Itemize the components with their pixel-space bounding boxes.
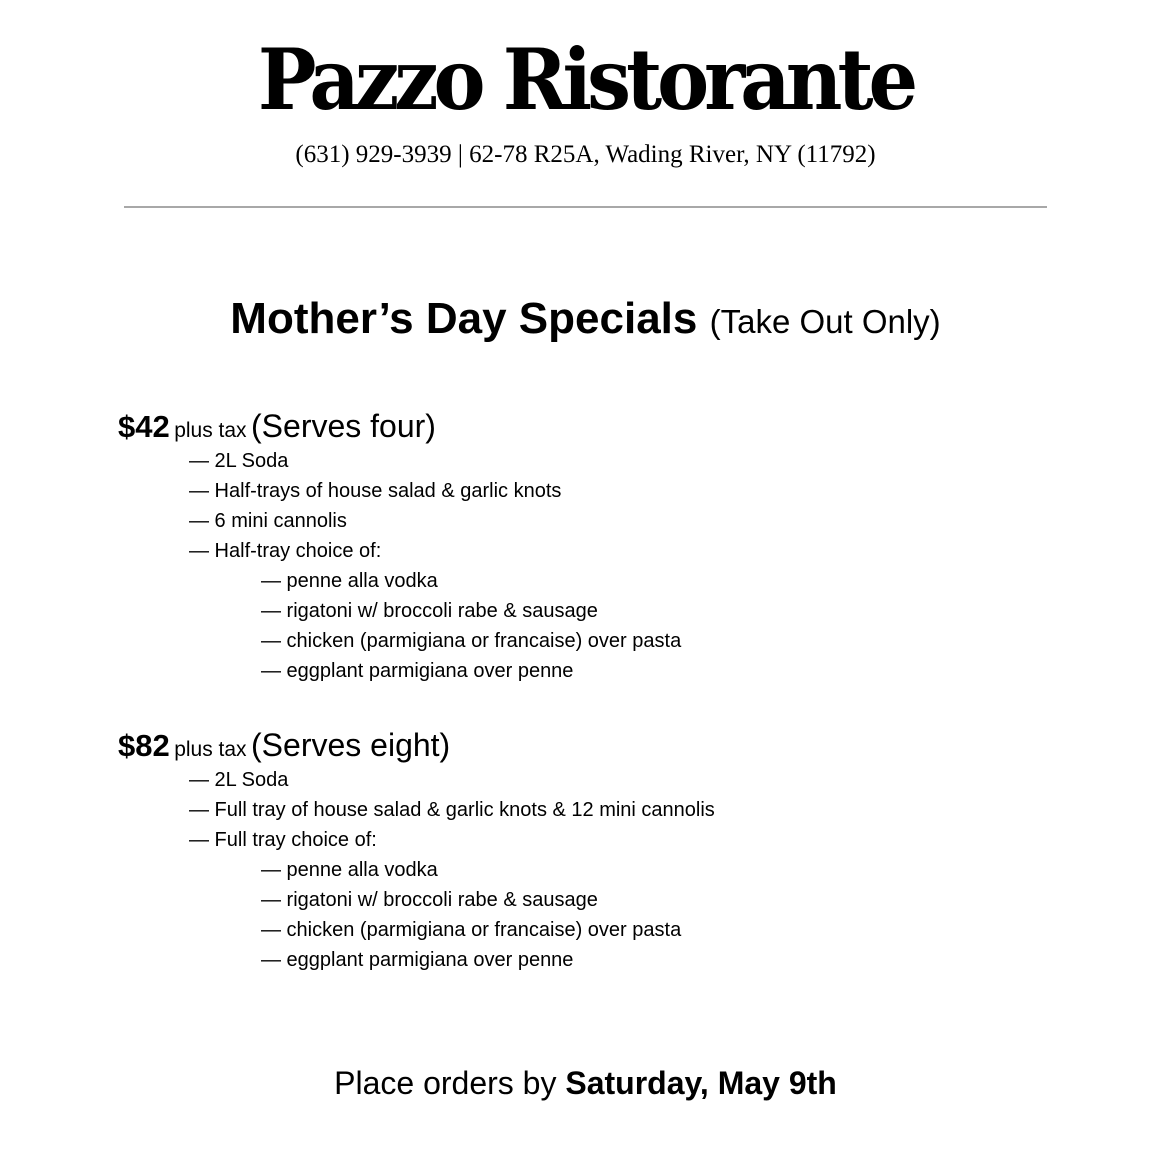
- order-deadline-note: [0, 1063, 1171, 1103]
- order-prefix: Place orders by: [334, 1065, 557, 1101]
- choice-item: — eggplant parmigiana over penne: [261, 660, 574, 682]
- list-item: — 2L Soda: [189, 450, 289, 472]
- package-price: $42: [118, 409, 170, 444]
- specials-title: Mother’s Day Specials: [230, 294, 698, 343]
- package-items: [118, 765, 715, 975]
- package-price: $82: [118, 728, 170, 763]
- restaurant-name: Pazzo Ristorante: [257, 31, 914, 130]
- package-items: [118, 446, 681, 686]
- list-item: — Full tray choice of:: [189, 829, 377, 851]
- package-header: [118, 725, 715, 765]
- choice-item: — rigatoni w/ broccoli rabe & sausage: [261, 600, 598, 622]
- list-item: — 6 mini cannolis: [189, 510, 347, 532]
- choice-item: — rigatoni w/ broccoli rabe & sausage: [261, 889, 598, 911]
- package-serves: (Serves eight): [251, 727, 451, 763]
- package-tax: plus tax: [174, 738, 247, 761]
- choice-item: — penne alla vodka: [261, 570, 438, 592]
- contact-line: (631) 929-3939 | 62-78 R25A, Wading River, NY (11792): [295, 141, 876, 168]
- list-item: — Half-tray choice of:: [189, 540, 382, 562]
- choice-item: — chicken (parmigiana or francaise) over pasta: [261, 919, 682, 941]
- specials-note: (Take Out Only): [709, 303, 941, 340]
- list-item: — Half-trays of house salad & garlic knots: [189, 480, 562, 502]
- choice-item: — penne alla vodka: [261, 859, 438, 881]
- list-item: — 2L Soda: [189, 769, 289, 791]
- order-deadline: Saturday, May 9th: [565, 1065, 837, 1101]
- choice-item: — chicken (parmigiana or francaise) over pasta: [261, 630, 682, 652]
- list-item: — Full tray of house salad & garlic knots & 12 mini cannolis: [189, 799, 715, 821]
- choice-item: — eggplant parmigiana over penne: [261, 949, 574, 971]
- package-serves-eight: [118, 725, 715, 975]
- package-serves: (Serves four): [251, 408, 436, 444]
- specials-heading: [0, 292, 1171, 349]
- divider: [124, 206, 1047, 208]
- package-tax: plus tax: [174, 419, 247, 442]
- package-serves-four: [118, 406, 681, 686]
- package-header: [118, 406, 681, 446]
